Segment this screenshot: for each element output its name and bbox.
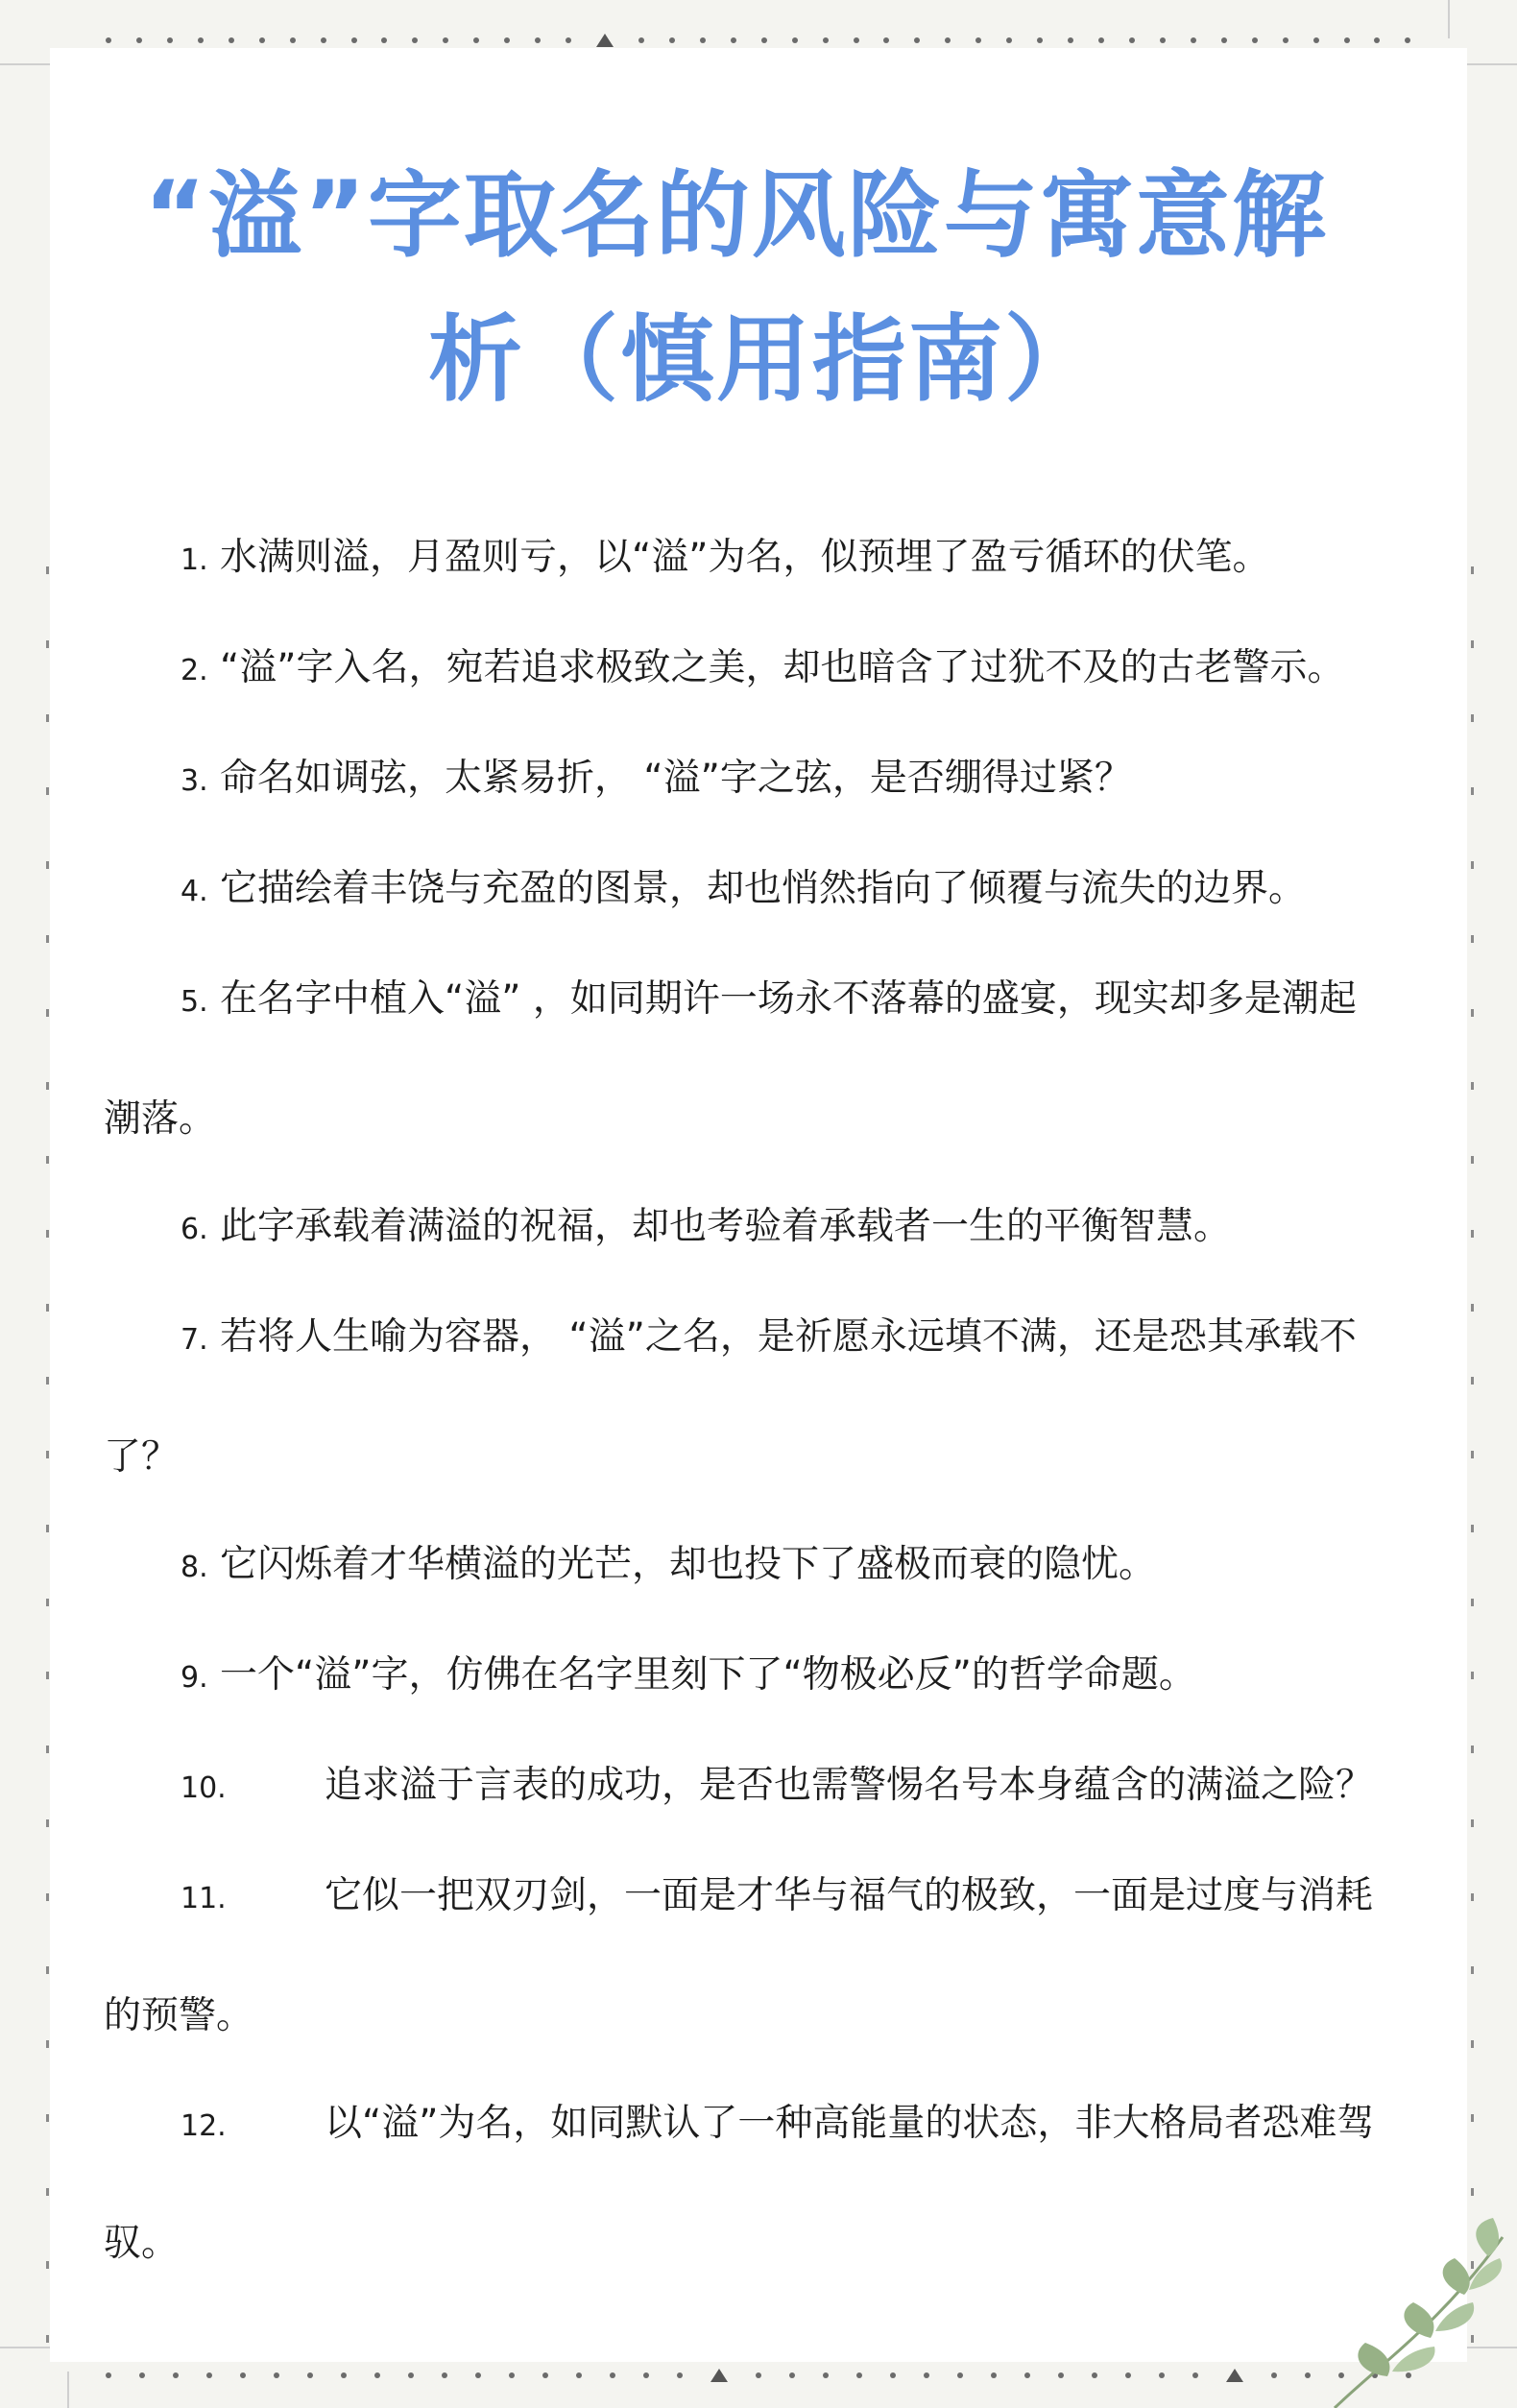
item-text: 它描绘着丰饶与充盈的图景，却也悄然指向了倾覆与流失的边界。 (220, 867, 1307, 910)
item-number: 2. (181, 654, 208, 687)
item-text: 此字承载着满溢的祝福，却也考验着承载者一生的平衡智慧。 (220, 1205, 1232, 1248)
item-number: 5. (181, 985, 208, 1019)
list-item (104, 1506, 1390, 1626)
item-number: 10. (181, 1771, 227, 1805)
frame-line (1448, 0, 1450, 38)
numbered-list (104, 499, 1390, 2293)
leaf-icon (1296, 2218, 1517, 2408)
list-item (104, 1168, 1390, 1288)
title-line-2: 析（慎用指南） (428, 305, 1101, 415)
side-ticks-right (1467, 566, 1477, 2343)
item-text: 它闪烁着才华横溢的光芒，却也投下了盛极而衰的隐忧。 (220, 1543, 1157, 1586)
list-item (104, 1838, 1390, 2075)
list-item (104, 2065, 1390, 2302)
dotted-border-bottom (106, 2366, 1411, 2385)
item-text: 它似一把双刃剑，一面是才华与福气的极致，一面是过度与消耗的预警。 (104, 1874, 1374, 2037)
item-text: 命名如调弦，太紧易折， “溢”字之弦，是否绷得过紧？ (220, 757, 1132, 800)
frame-line (67, 2372, 69, 2408)
item-number: 3. (181, 764, 208, 798)
item-number: 1. (181, 543, 208, 577)
item-text: 水满则溢，月盈则亏，以“溢”为名，似预埋了盈亏循环的伏笔。 (220, 536, 1270, 579)
side-ticks-left (42, 566, 52, 2343)
frame-line (0, 2347, 58, 2348)
item-text: 若将人生喻为容器， “溢”之名，是祈愿永远填不满，还是恐其承载不了？ (104, 1315, 1357, 1479)
list-item (104, 499, 1390, 619)
item-number: 7. (181, 1323, 208, 1357)
item-number: 4. (181, 875, 208, 908)
list-item (104, 941, 1390, 1178)
item-number: 11. (181, 1882, 227, 1915)
item-number: 6. (181, 1213, 208, 1246)
list-item (104, 610, 1390, 730)
frame-line (0, 63, 58, 65)
list-item (104, 1727, 1390, 1847)
item-number: 12. (181, 2109, 227, 2143)
item-text: 一个“溢”字，仿佛在名字里刻下了“物极必反”的哲学命题。 (220, 1653, 1196, 1697)
page-title (144, 144, 1392, 432)
item-text: 以“溢”为名，如同默认了一种高能量的状态，非大格局者恐难驾驭。 (104, 2102, 1375, 2265)
list-item (104, 720, 1390, 840)
item-number: 9. (181, 1661, 208, 1695)
list-item (104, 831, 1390, 951)
dotted-border-top (106, 31, 1411, 50)
item-number: 8. (181, 1551, 208, 1584)
list-item (104, 1617, 1390, 1737)
item-text: 在名字中植入“溢” ，如同期许一场永不落幕的盛宴，现实却多是潮起潮落。 (104, 977, 1357, 1141)
item-text: 追求溢于言表的成功，是否也需警惕名号本身蕴含的满溢之险？ (325, 1764, 1374, 1807)
item-text: “溢”字入名，宛若追求极致之美，却也暗含了过犹不及的古老警示。 (220, 646, 1345, 689)
list-item (104, 1279, 1390, 1516)
title-line-1: “溢”字取名的风险与寓意解 (144, 161, 1328, 271)
frame-line (1459, 63, 1517, 65)
